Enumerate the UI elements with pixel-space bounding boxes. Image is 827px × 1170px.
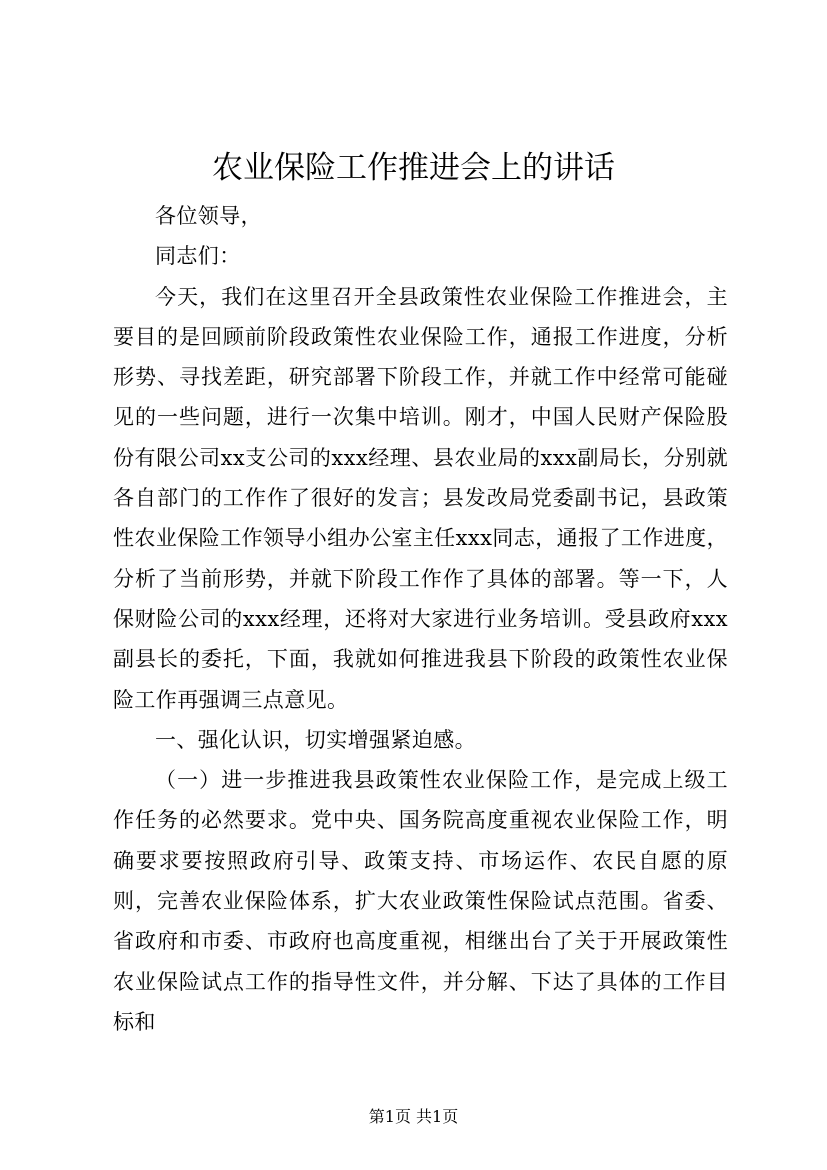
document-body [113,196,728,1042]
document-title: 农业保险工作推进会上的讲话 [212,150,615,186]
salutation-leaders: 各位领导， [155,204,262,228]
intro-paragraph: 今天，我们在这里召开全县政策性农业保险工作推进会，主要目的是回顾前阶段政策性农业保险工作，通报工作进度，分析形势、寻找差距，研究部署下阶段工作，并就工作中经常可能碰见的一些问题，进行一次集中培训。刚才，中国人民财产保险股份有限公司xx支公司的xxx经理、县农业局的xxx副局长，分别就各自部门的工作作了很好的发言；县发改局党委副书记，县政策性农业保险工作领导小组办公室主任xxx同志，通报了工作进度，分析了当前形势，并就下阶段工作作了具体的部署。等一下，人保财险公司的xxx经理，还将对大家进行业务培训。受县政府xxx副县长的委托，下面，我就如何推进我县下阶段的政策性农业保险工作再强调三点意见。 [113,284,728,712]
page-footer: 第1页 共1页 [368,1107,459,1126]
section-heading-one: 一、强化认识，切实增强紧迫感。 [155,727,476,752]
subsection-paragraph-one: （一）进一步推进我县政策性农业保险工作，是完成上级工作任务的必然要求。党中央、国务院高度重视农业保险工作，明确要求要按照政府引导、政策支持、市场运作、农民自愿的原则，完善农业保险体系，扩大农业政策性保险试点范围。省委、省政府和市委、市政府也高度重视，相继出台了关于开展政策性农业保险试点工作的指导性文件，并分解、下达了具体的工作目标和 [113,768,728,1034]
salutation-comrades: 同志们： [155,244,241,269]
